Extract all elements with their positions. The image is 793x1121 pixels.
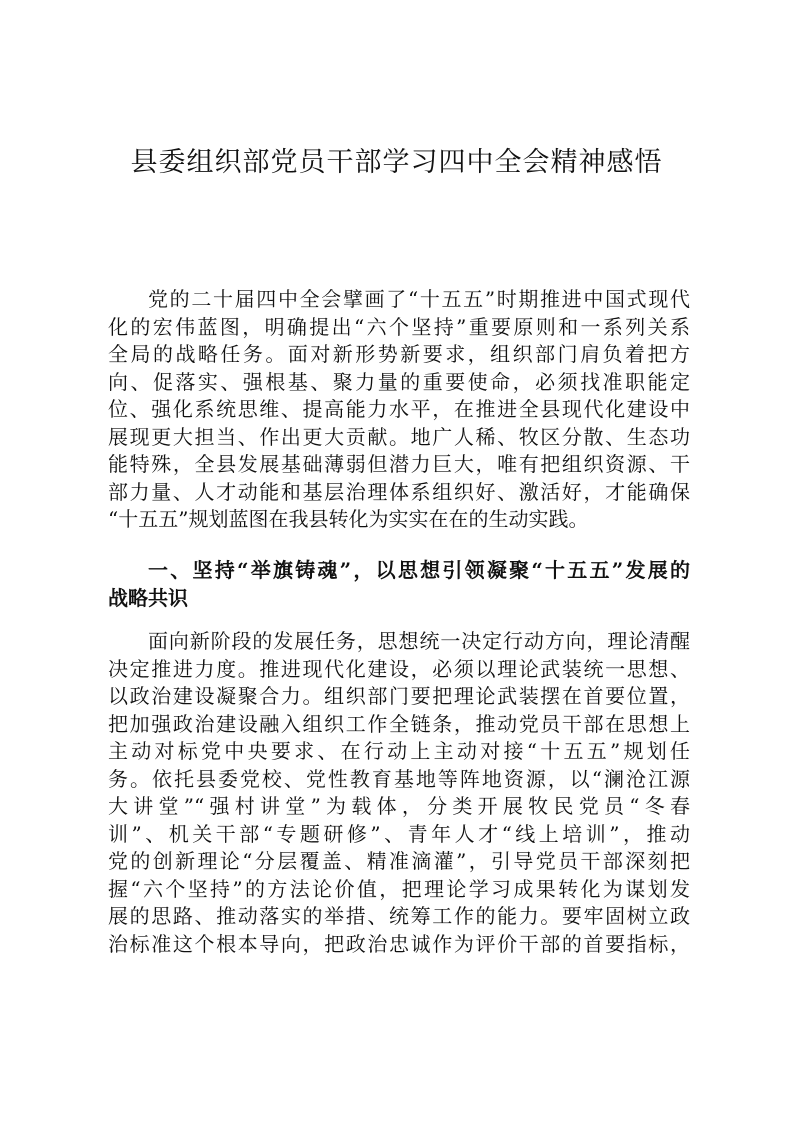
- text-line: 位、强化系统思维、提高能力水平，在推进全县现代化建设中: [108, 397, 690, 421]
- text-line: 训”、机关干部“专题研修”、青年人才“线上培训”，推动: [108, 821, 690, 846]
- text-line: 治标准这个根本导向，把政治忠诚作为评价干部的首要指标，: [108, 931, 690, 956]
- text-line: 向、促落实、强根基、聚力量的重要使命，必须找准职能定: [108, 369, 690, 394]
- text-line: 部力量、人才动能和基层治理体系组织好、激活好，才能确保: [108, 479, 690, 504]
- text-line: 能特殊，全县发展基础薄弱但潜力巨大，唯有把组织资源、干: [108, 452, 690, 476]
- text-line: 大讲堂”“强村讲堂”为载体，分类开展牧民党员“冬春: [108, 794, 690, 818]
- text-line: 展的思路、推动落实的举措、统筹工作的能力。要牢固树立政: [108, 904, 690, 928]
- text-line: 务。依托县委党校、党性教育基地等阵地资源，以“澜沧江源: [108, 766, 690, 791]
- text-line: 以政治建设凝聚合力。组织部门要把理论武装摆在首要位置，: [108, 684, 690, 708]
- text-line: 战略共识: [108, 585, 188, 610]
- intro-paragraph: [108, 286, 690, 534]
- text-line: 主动对标党中央要求、在行动上主动对接“十五五”规划任: [108, 739, 690, 763]
- document-title: 县委组织部党员干部学习四中全会精神感悟: [130, 147, 663, 178]
- text-line: “十五五”规划蓝图在我县转化为实实在在的生动实践。: [108, 507, 589, 531]
- text-line: 化的宏伟蓝图，明确提出“六个坚持”重要原则和一系列关系: [108, 314, 690, 339]
- text-line: 把加强政治建设融入组织工作全链条，推动党员干部在思想上: [108, 711, 690, 736]
- section-heading-1: [108, 557, 690, 612]
- text-line: 展现更大担当、作出更大贡献。地广人稀、牧区分散、生态功: [108, 424, 690, 449]
- text-line: 一、坚持“举旗铸魂”，以思想引领凝聚“十五五”发展的: [148, 558, 690, 582]
- text-line: 党的创新理论“分层覆盖、精准滴灌”，引导党员干部深刻把: [108, 849, 690, 873]
- section-1-paragraph: [108, 628, 690, 958]
- text-line: 党的二十届四中全会擘画了“十五五”时期推进中国式现代: [148, 287, 690, 311]
- text-line: 握“六个坚持”的方法论价值，把理论学习成果转化为谋划发: [108, 876, 690, 901]
- text-line: 全局的战略任务。面对新形势新要求，组织部门肩负着把方: [108, 342, 690, 366]
- text-line: 决定推进力度。推进现代化建设，必须以理论武装统一思想、: [108, 656, 690, 681]
- text-line: 面向新阶段的发展任务，思想统一决定行动方向，理论清醒: [148, 629, 690, 653]
